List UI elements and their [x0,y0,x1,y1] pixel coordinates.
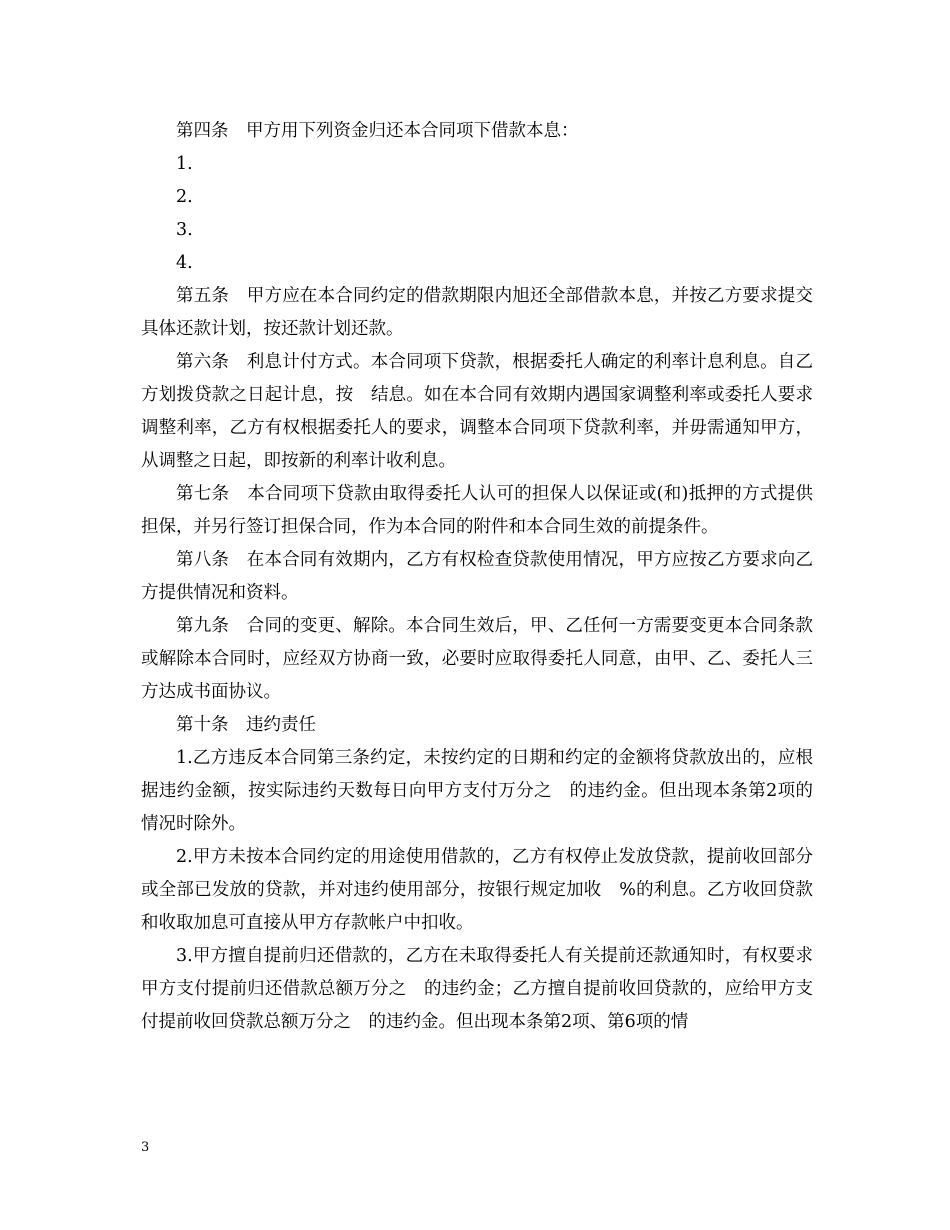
article-5-paragraph: 第五条 甲方应在本合同约定的借款期限内旭还全部借款本息，并按乙方要求提交具体还款计划，按还款计划还款。 [141,286,813,339]
document-body [141,115,813,1039]
article-4-item-4: 4. [176,253,193,273]
article-10-item-3: 3.甲方擅自提前归还借款的，乙方在未取得委托人有关提前还款通知时，有权要求甲方支付提前归还借款总额万分之 的违约金；乙方擅自提前收回贷款的，应给甲方支付提前收回贷款总额万分之 的违约金。但出现本条第2项、第6项的情 [141,946,813,1032]
article-4-heading: 第四条 甲方用下列资金归还本合同项下借款本息： [176,121,579,141]
page-number: 3 [141,1140,150,1155]
article-10-item-1: 1.乙方违反本合同第三条约定，未按约定的日期和约定的金额将贷款放出的，应根据违约金额，按实际违约天数每日向甲方支付万分之 的违约金。但出现本条第2项的情况时除外。 [141,748,813,834]
article-4-item-2: 2. [176,187,193,207]
article-10-heading: 第十条 违约责任 [176,715,316,735]
article-8-paragraph: 第八条 在本合同有效期内，乙方有权检查贷款使用情况，甲方应按乙方要求向乙方提供情况和资料。 [141,550,813,603]
article-4-item-1: 1. [176,154,193,174]
article-9-paragraph: 第九条 合同的变更、解除。本合同生效后，甲、乙任何一方需要变更本合同条款或解除本合同时，应经双方协商一致，必要时应取得委托人同意，由甲、乙、委托人三方达成书面协议。 [141,616,813,702]
article-4-item-3: 3. [176,220,193,240]
article-10-item-2: 2.甲方未按本合同约定的用途使用借款的，乙方有权停止发放贷款，提前收回部分或全部已发放的贷款，并对违约使用部分，按银行规定加收 %的利息。乙方收回贷款和收取加息可直接从甲方存款帐户中扣收。 [141,847,813,933]
article-7-paragraph: 第七条 本合同项下贷款由取得委托人认可的担保人以保证或(和)抵押的方式提供担保，并另行签订担保合同，作为本合同的附件和本合同生效的前提条件。 [141,484,813,537]
article-6-paragraph: 第六条 利息计付方式。本合同项下贷款，根据委托人确定的利率计息利息。自乙方划拨贷款之日起计息，按 结息。如在本合同有效期内遇国家调整利率或委托人要求调整利率，乙方有权根据委托人的要求，调整本合同项下贷款利率，并毋需通知甲方，从调整之日起，即按新的利率计收利息。 [141,352,813,471]
